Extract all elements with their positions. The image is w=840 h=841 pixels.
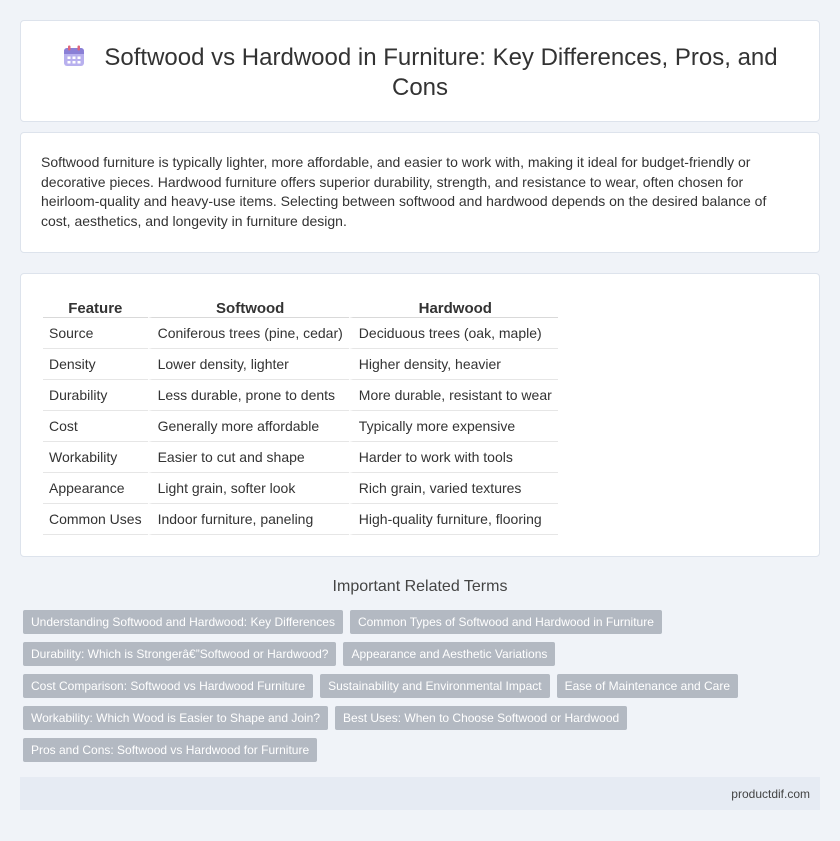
table-row <box>43 318 558 349</box>
related-term-link[interactable]: Durability: Which is Strongerâ€”Softwood or Hardwood? <box>23 642 336 666</box>
table-cell: Indoor furniture, paneling <box>148 504 349 535</box>
footer <box>20 777 820 810</box>
related-term-link[interactable]: Common Types of Softwood and Hardwood in Furniture <box>350 610 662 634</box>
related-terms-title: Important Related Terms <box>332 578 508 595</box>
table-cell: Typically more expensive <box>349 411 558 442</box>
table-row <box>43 504 558 535</box>
related-term-link[interactable]: Understanding Softwood and Hardwood: Key Differences <box>23 610 343 634</box>
related-term-link[interactable]: Workability: Which Wood is Easier to Shape and Join? <box>23 706 328 730</box>
header-hardwood: Hardwood <box>349 296 558 318</box>
related-term-link[interactable]: Cost Comparison: Softwood vs Hardwood Furniture <box>23 674 313 698</box>
table-row <box>43 473 558 504</box>
table-cell: Appearance <box>43 473 148 504</box>
header-feature: Feature <box>43 296 148 318</box>
related-term-link[interactable]: Sustainability and Environmental Impact <box>320 674 549 698</box>
table-row <box>43 349 558 380</box>
page-title: Softwood vs Hardwood in Furniture: Key Differences, Pros, and Cons <box>104 44 778 101</box>
table-cell: Light grain, softer look <box>148 473 349 504</box>
comparison-table <box>43 296 558 535</box>
table-cell: Density <box>43 349 148 380</box>
table-cell: Durability <box>43 380 148 411</box>
table-cell: Lower density, lighter <box>148 349 349 380</box>
related-term-link[interactable]: Ease of Maintenance and Care <box>557 674 738 698</box>
table-header-row <box>43 296 558 318</box>
title-card <box>20 20 820 122</box>
related-term-link[interactable]: Best Uses: When to Choose Softwood or Hardwood <box>335 706 627 730</box>
table-cell: Source <box>43 318 148 349</box>
table-row <box>43 442 558 473</box>
table-cell: Generally more affordable <box>148 411 349 442</box>
calendar-icon <box>62 44 86 68</box>
related-terms-list <box>23 610 803 762</box>
table-cell: Rich grain, varied textures <box>349 473 558 504</box>
table-cell: Easier to cut and shape <box>148 442 349 473</box>
related-term-link[interactable]: Appearance and Aesthetic Variations <box>343 642 555 666</box>
header-softwood: Softwood <box>148 296 349 318</box>
footer-site: productdif.com <box>731 787 810 801</box>
table-cell: Cost <box>43 411 148 442</box>
comparison-card <box>20 273 820 557</box>
table-row <box>43 380 558 411</box>
table-cell: Harder to work with tools <box>349 442 558 473</box>
table-cell: High-quality furniture, flooring <box>349 504 558 535</box>
related-term-link[interactable]: Pros and Cons: Softwood vs Hardwood for Furniture <box>23 738 317 762</box>
table-row <box>43 411 558 442</box>
table-cell: Common Uses <box>43 504 148 535</box>
table-cell: Workability <box>43 442 148 473</box>
page-title-wrap <box>61 43 779 103</box>
summary-card <box>20 132 820 253</box>
table-cell: Less durable, prone to dents <box>148 380 349 411</box>
table-cell: Coniferous trees (pine, cedar) <box>148 318 349 349</box>
table-cell: More durable, resistant to wear <box>349 380 558 411</box>
table-cell: Deciduous trees (oak, maple) <box>349 318 558 349</box>
summary-text: Softwood furniture is typically lighter, more affordable, and easier to work with, making it ideal for budget-friendly or decorative pieces. Hardwood furniture offers superior durability, strength, and resistance to wear, often chosen for heirloom-quality and heavy-use items. Selecting between softwood and hardwood depends on the desired balance of cost, aesthetics, and longevity in furniture design. <box>41 154 767 229</box>
table-cell: Higher density, heavier <box>349 349 558 380</box>
